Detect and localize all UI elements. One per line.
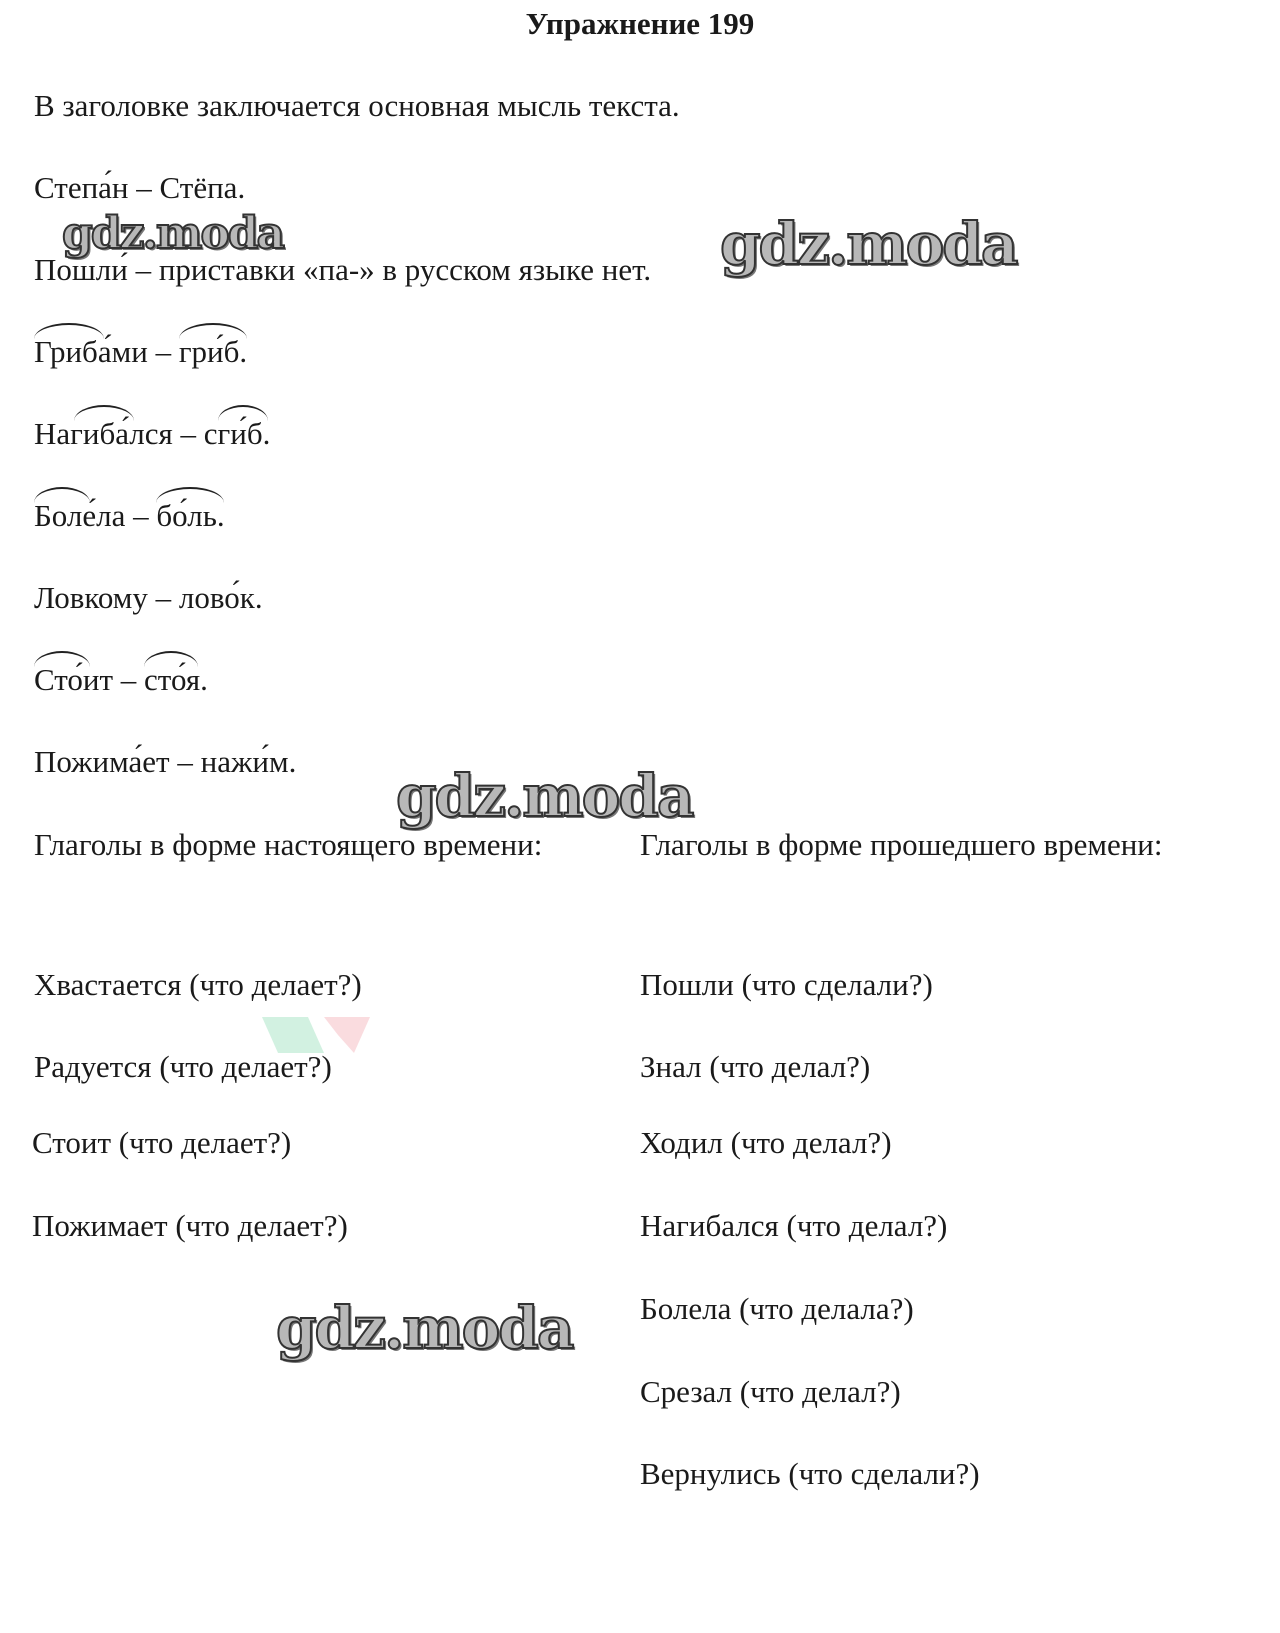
word-pair-3 [34,332,247,372]
word-pair-4 [34,414,270,454]
word-pair-6 [34,578,263,618]
watermark-3: gdz.moda [396,762,693,830]
past-verb-4: Нагибался (что делал?) [640,1208,948,1243]
root-arc [34,323,104,339]
pair-8-word-b: нажи́м. [200,744,297,779]
past-verb-6: Срезал (что делал?) [640,1374,901,1409]
pair-4-word-a: Нагиба́лся [34,414,173,454]
pair-8-word-a: Пожима́ет [34,744,170,779]
pair-2-word-b: приставки «па-» в русском языке нет. [158,252,652,287]
pair-1-word-b: Стёпа. [159,170,246,205]
past-verb-5: Болела (что делала?) [640,1291,914,1326]
present-tense-heading: Глаголы в форме настоящего времени: [34,827,543,862]
pair-2-separator: – [127,252,159,287]
root-arc [144,651,198,667]
root-arc [74,405,134,421]
pair-6-separator: – [147,580,179,615]
pair-5-separator: – [125,498,157,533]
pair-3-word-a: Гриба́ми [34,332,148,372]
pair-4-word-b: сги́б. [204,414,271,454]
pair-6-word-a: Ловкому [34,580,148,615]
root-arc [179,323,247,339]
past-verb-2: Знал (что делал?) [640,1049,871,1084]
past-tense-heading: Глаголы в форме прошедшего времени: [640,827,1163,862]
exercise-title: Упражнение 199 [525,6,755,41]
pair-6-word-b: лово́к. [178,580,263,615]
present-verb-3: Стоит (что делает?) [32,1125,292,1160]
pair-3-word-b: гри́б. [179,332,247,372]
pair-2-word-a: Пошли́ [34,252,128,287]
pair-8-separator: – [169,744,201,779]
word-pair-1 [34,168,245,208]
intro-text: В заголовке заключается основная мысль текста. [34,88,680,123]
root-arc [34,651,90,667]
root-arc [34,487,90,503]
pair-7-word-a: Сто́ит [34,660,113,700]
pair-7-word-b: сто́я. [144,660,208,700]
watermark-2: gdz.moda [720,210,1017,278]
pair-7-separator: – [113,662,145,697]
pair-3-separator: – [147,334,179,369]
word-pair-8 [34,742,296,782]
past-verb-1: Пошли (что сделали?) [640,967,933,1002]
present-verb-4: Пожимает (что делает?) [32,1208,348,1243]
root-arc [218,405,268,421]
present-verb-2: Радуется (что делает?) [34,1049,332,1084]
pair-4-separator: – [172,416,204,451]
pair-5-word-b: бо́ль. [156,496,224,536]
watermark-4: gdz.moda [276,1294,573,1362]
present-verb-1: Хвастается (что делает?) [34,967,362,1002]
past-verb-7: Вернулись (что сделали?) [640,1456,980,1491]
logo-mark-icon [262,1015,382,1055]
pair-1-word-a: Степа́н [34,170,129,205]
past-verb-3: Ходил (что делал?) [640,1125,892,1160]
word-pair-7 [34,660,208,700]
pair-5-word-a: Боле́ла [34,496,125,536]
word-pair-5 [34,496,225,536]
root-arc [156,487,224,503]
pair-1-separator: – [128,170,160,205]
watermark-1: gdz.moda [62,208,284,259]
